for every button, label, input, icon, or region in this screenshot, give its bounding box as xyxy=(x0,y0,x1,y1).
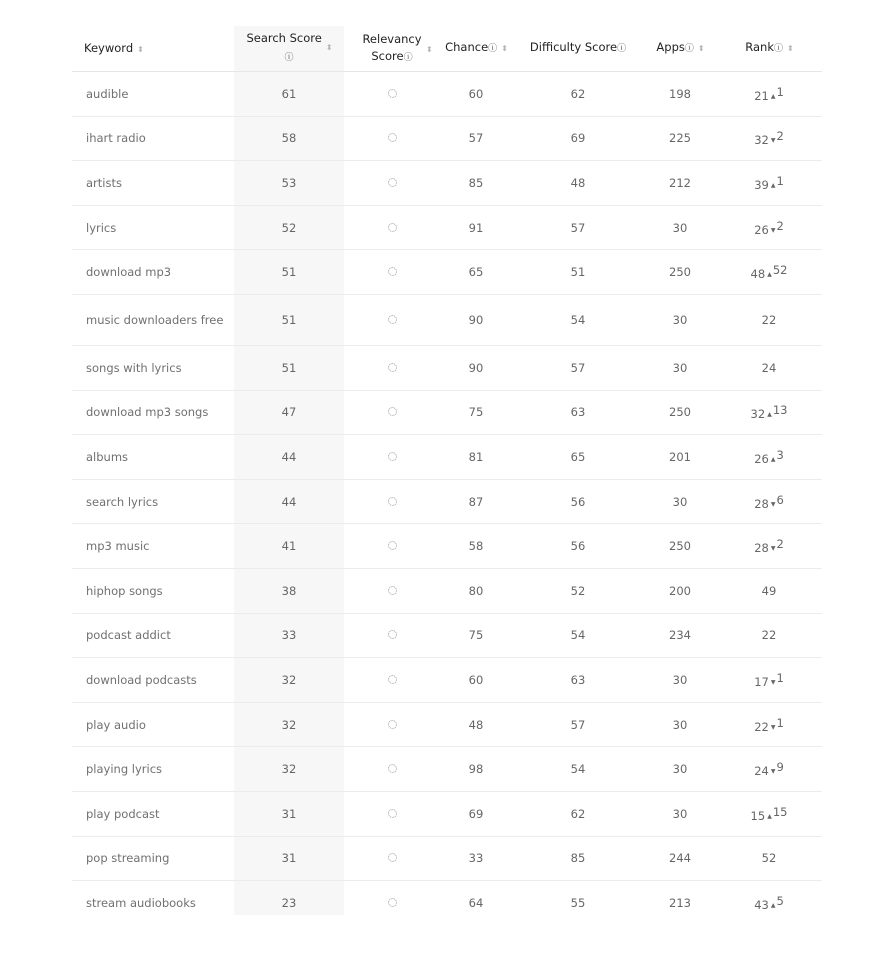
sort-arrows-icon[interactable]: ⬍ xyxy=(501,44,507,53)
difficulty-score-cell: 62 xyxy=(512,791,644,836)
rank-change-value: 1 xyxy=(776,173,784,188)
keyword-cell[interactable] xyxy=(72,524,234,569)
rank-change-value: 2 xyxy=(776,537,784,552)
rank-cell xyxy=(716,747,822,792)
loading-spinner-icon xyxy=(388,898,397,907)
rank-value: 28 xyxy=(754,496,769,511)
chance-cell: 90 xyxy=(440,294,512,345)
table-row[interactable] xyxy=(72,524,822,569)
apps-cell: 250 xyxy=(644,250,716,295)
keyword-cell[interactable] xyxy=(72,613,234,658)
difficulty-score-cell: 54 xyxy=(512,747,644,792)
rank-change-arrow-icon: ▲ xyxy=(770,92,776,100)
column-header-chance[interactable] xyxy=(426,26,512,72)
table-row[interactable] xyxy=(72,747,822,792)
keyword-table xyxy=(72,26,822,925)
column-header-keyword[interactable] xyxy=(72,26,234,72)
search-score-cell: 32 xyxy=(234,747,344,792)
apps-cell: 212 xyxy=(644,161,716,206)
rank-change-value: 1 xyxy=(776,670,784,685)
search-score-cell: 51 xyxy=(234,294,344,345)
search-score-cell: 51 xyxy=(234,250,344,295)
keyword-text: albums xyxy=(86,449,129,464)
sort-arrows-icon[interactable]: ⬍ xyxy=(137,44,143,54)
relevancy-score-cell xyxy=(344,205,440,250)
search-score-cell: 31 xyxy=(234,836,344,881)
apps-cell: 201 xyxy=(644,435,716,480)
rank-change-value: 9 xyxy=(776,760,784,775)
keyword-cell[interactable] xyxy=(72,658,234,703)
search-score-cell: 31 xyxy=(234,791,344,836)
apps-cell: 30 xyxy=(644,479,716,524)
loading-spinner-icon xyxy=(388,809,397,818)
rank-cell xyxy=(716,881,822,925)
chance-cell: 75 xyxy=(440,613,512,658)
rank-cell xyxy=(716,345,822,390)
loading-spinner-icon xyxy=(388,89,397,98)
question-circle-icon[interactable]: ⓘ xyxy=(684,44,694,54)
keyword-cell[interactable] xyxy=(72,116,234,161)
rank-value: 32 xyxy=(754,133,769,148)
keyword-text: mp3 music xyxy=(86,539,150,554)
rank-change-arrow-icon: ▼ xyxy=(770,545,776,553)
difficulty-score-cell: 57 xyxy=(512,702,644,747)
relevancy-score-cell xyxy=(344,72,440,117)
keyword-cell[interactable] xyxy=(72,791,234,836)
keyword-cell[interactable] xyxy=(72,72,234,117)
difficulty-score-cell: 48 xyxy=(512,161,644,206)
apps-cell: 30 xyxy=(644,345,716,390)
loading-spinner-icon xyxy=(388,764,397,773)
difficulty-score-cell: 56 xyxy=(512,479,644,524)
rank-value: 39 xyxy=(754,177,769,192)
rank-cell xyxy=(716,72,822,117)
difficulty-score-cell: 85 xyxy=(512,836,644,881)
rank-change-value: 15 xyxy=(772,804,788,819)
relevancy-score-cell xyxy=(344,294,440,345)
chance-cell: 58 xyxy=(440,524,512,569)
chance-cell: 81 xyxy=(440,435,512,480)
search-score-cell: 51 xyxy=(234,345,344,390)
rank-change-arrow-icon: ▲ xyxy=(767,411,772,419)
rank-cell xyxy=(716,161,822,206)
table-row[interactable] xyxy=(72,294,822,345)
difficulty-score-cell: 54 xyxy=(512,294,644,345)
difficulty-score-cell: 51 xyxy=(512,250,644,295)
rank-value: 22 xyxy=(761,628,777,643)
rank-change-value: 2 xyxy=(776,129,784,144)
rank-change-arrow-icon: ▼ xyxy=(770,226,776,234)
keyword-table-container xyxy=(72,26,822,925)
question-circle-icon[interactable]: ⓘ xyxy=(774,44,784,54)
table-row[interactable] xyxy=(72,658,822,703)
search-score-cell: 52 xyxy=(234,205,344,250)
keyword-text: podcast addict xyxy=(86,628,171,643)
keyword-text: download podcasts xyxy=(86,672,197,687)
difficulty-score-cell: 52 xyxy=(512,568,644,613)
difficulty-score-cell: 65 xyxy=(512,435,644,480)
table-row[interactable] xyxy=(72,568,822,613)
loading-spinner-icon xyxy=(388,407,397,416)
rank-change-value: 2 xyxy=(776,218,784,233)
relevancy-score-cell xyxy=(344,524,440,569)
chance-cell: 33 xyxy=(440,836,512,881)
relevancy-score-cell xyxy=(344,613,440,658)
sort-arrows-icon[interactable]: ⬍ xyxy=(426,45,432,54)
loading-spinner-icon xyxy=(388,315,397,324)
chance-cell: 87 xyxy=(440,479,512,524)
keyword-text: pop streaming xyxy=(86,851,170,866)
apps-cell: 213 xyxy=(669,895,691,910)
rank-cell xyxy=(716,116,822,161)
question-circle-icon[interactable]: ⓘ xyxy=(403,52,413,63)
search-score-cell: 58 xyxy=(234,116,344,161)
loading-spinner-icon xyxy=(388,178,397,187)
keyword-cell[interactable] xyxy=(72,390,234,435)
chance-cell: 69 xyxy=(440,791,512,836)
apps-cell: 198 xyxy=(644,72,716,117)
rank-value: 15 xyxy=(750,808,766,823)
rank-cell xyxy=(716,524,822,569)
loading-spinner-icon xyxy=(388,223,397,232)
question-circle-icon[interactable]: ⓘ xyxy=(617,44,627,54)
difficulty-score-cell: 56 xyxy=(512,524,644,569)
keyword-text: artists xyxy=(86,175,122,190)
table-row[interactable] xyxy=(72,791,822,836)
rank-change-value: 1 xyxy=(776,84,784,99)
search-score-cell: 32 xyxy=(234,702,344,747)
table-row[interactable] xyxy=(72,479,822,524)
relevancy-score-cell xyxy=(344,435,440,480)
rank-change-arrow-icon: ▼ xyxy=(770,768,776,776)
table-row[interactable] xyxy=(72,836,822,881)
difficulty-score-cell: 57 xyxy=(512,345,644,390)
rank-cell xyxy=(716,390,822,435)
difficulty-score-cell: 54 xyxy=(512,613,644,658)
column-header-apps[interactable] xyxy=(644,26,716,72)
chance-cell: 60 xyxy=(440,658,512,703)
rank-cell xyxy=(716,479,822,524)
search-score-cell: 41 xyxy=(234,524,344,569)
difficulty-score-cell: 62 xyxy=(512,72,644,117)
loading-spinner-icon xyxy=(388,452,397,461)
column-header-label: Keyword xyxy=(84,40,134,55)
apps-cell: 250 xyxy=(644,524,716,569)
keyword-cell[interactable] xyxy=(72,479,234,524)
chance-cell: 98 xyxy=(440,747,512,792)
rank-value: 17 xyxy=(754,674,769,689)
rank-change-arrow-icon: ▲ xyxy=(767,812,772,820)
chance-cell: 75 xyxy=(440,390,512,435)
rank-cell xyxy=(716,294,822,345)
rank-value: 43 xyxy=(754,897,769,912)
keyword-text: ihart radio xyxy=(86,131,146,146)
table-row[interactable] xyxy=(72,390,822,435)
table-row[interactable] xyxy=(72,250,822,295)
apps-cell: 30 xyxy=(644,294,716,345)
chance-cell: 60 xyxy=(440,72,512,117)
search-score-cell: 33 xyxy=(234,613,344,658)
keyword-cell[interactable] xyxy=(72,345,234,390)
keyword-cell[interactable] xyxy=(72,836,234,881)
table-row[interactable] xyxy=(72,345,822,390)
column-header-label: Rank xyxy=(745,40,774,54)
rank-value: 22 xyxy=(754,719,769,734)
rank-cell xyxy=(716,702,822,747)
chance-cell: 48 xyxy=(440,702,512,747)
rank-value: 28 xyxy=(754,541,769,556)
relevancy-score-cell xyxy=(344,161,440,206)
rank-change-arrow-icon: ▲ xyxy=(770,455,776,463)
keyword-text: stream audiobooks xyxy=(86,895,196,910)
column-header-label: Search Score xyxy=(246,31,322,45)
keyword-cell[interactable] xyxy=(72,435,234,480)
loading-spinner-icon xyxy=(388,363,397,372)
question-circle-icon[interactable]: ⓘ xyxy=(488,44,498,54)
relevancy-score-cell xyxy=(344,791,440,836)
rank-change-value: 1 xyxy=(776,715,784,730)
table-row[interactable] xyxy=(72,613,822,658)
apps-cell: 244 xyxy=(644,836,716,881)
search-score-cell: 44 xyxy=(234,479,344,524)
chance-cell: 91 xyxy=(440,205,512,250)
relevancy-score-cell xyxy=(344,881,440,925)
column-header-difficulty-score[interactable] xyxy=(512,26,644,72)
rank-value: 52 xyxy=(761,851,777,866)
rank-value: 24 xyxy=(754,764,769,779)
rank-value: 26 xyxy=(754,222,769,237)
relevancy-score-cell xyxy=(344,390,440,435)
table-header-row xyxy=(72,26,822,72)
keyword-text: playing lyrics xyxy=(86,762,163,777)
keyword-cell[interactable] xyxy=(72,250,234,295)
apps-cell: 30 xyxy=(644,747,716,792)
search-score-cell: 38 xyxy=(234,568,344,613)
rank-change-arrow-icon: ▲ xyxy=(770,901,776,909)
keyword-cell[interactable] xyxy=(72,747,234,792)
rank-cell xyxy=(716,791,822,836)
loading-spinner-icon xyxy=(388,630,397,639)
table-row[interactable] xyxy=(72,116,822,161)
apps-cell: 30 xyxy=(644,702,716,747)
column-header-search-score[interactable] xyxy=(234,26,344,72)
rank-cell xyxy=(716,250,822,295)
search-score-cell: 23 xyxy=(281,895,297,910)
rank-change-arrow-icon: ▲ xyxy=(767,271,772,279)
loading-spinner-icon xyxy=(388,720,397,729)
keyword-cell[interactable] xyxy=(72,568,234,613)
rank-change-value: 3 xyxy=(776,447,784,462)
rank-cell xyxy=(716,658,822,703)
keyword-cell[interactable] xyxy=(72,881,234,925)
rank-cell xyxy=(716,836,822,881)
search-score-cell: 53 xyxy=(234,161,344,206)
keyword-cell[interactable] xyxy=(72,205,234,250)
relevancy-score-cell xyxy=(344,568,440,613)
rank-value: 49 xyxy=(761,583,777,598)
search-score-cell: 32 xyxy=(234,658,344,703)
apps-cell: 200 xyxy=(644,568,716,613)
keyword-text: hiphop songs xyxy=(86,583,163,598)
table-row[interactable] xyxy=(72,702,822,747)
table-row[interactable] xyxy=(72,205,822,250)
chance-cell: 80 xyxy=(440,568,512,613)
apps-cell: 250 xyxy=(644,390,716,435)
rank-value: 22 xyxy=(761,312,777,327)
rank-value: 26 xyxy=(754,451,769,466)
rank-change-arrow-icon: ▼ xyxy=(770,723,776,731)
rank-change-value: 6 xyxy=(776,492,784,507)
keyword-text: audible xyxy=(86,86,129,101)
rank-change-value: 13 xyxy=(772,403,788,418)
loading-spinner-icon xyxy=(388,541,397,550)
apps-cell: 234 xyxy=(644,613,716,658)
difficulty-score-cell: 55 xyxy=(570,895,586,910)
loading-spinner-icon xyxy=(388,586,397,595)
column-header-rank[interactable] xyxy=(716,26,822,72)
difficulty-score-cell: 63 xyxy=(512,658,644,703)
rank-change-arrow-icon: ▼ xyxy=(770,678,776,686)
keyword-text: play audio xyxy=(86,717,146,732)
table-row[interactable] xyxy=(72,881,822,925)
rank-change-arrow-icon: ▲ xyxy=(770,181,776,189)
question-circle-icon[interactable]: ⓘ xyxy=(284,53,294,63)
keyword-text: download mp3 songs xyxy=(86,405,209,420)
rank-cell xyxy=(716,205,822,250)
rank-change-arrow-icon: ▼ xyxy=(770,137,776,145)
chance-cell: 90 xyxy=(440,345,512,390)
chance-cell: 64 xyxy=(468,895,484,910)
keyword-text: search lyrics xyxy=(86,494,159,509)
difficulty-score-cell: 69 xyxy=(512,116,644,161)
table-row[interactable] xyxy=(72,435,822,480)
rank-value: 48 xyxy=(750,267,766,282)
chance-cell: 57 xyxy=(440,116,512,161)
table-row[interactable] xyxy=(72,72,822,117)
search-score-cell: 44 xyxy=(234,435,344,480)
rank-value: 32 xyxy=(750,407,766,422)
keyword-cell[interactable] xyxy=(72,294,234,345)
relevancy-score-cell xyxy=(344,836,440,881)
keyword-text: play podcast xyxy=(86,806,160,821)
relevancy-score-cell xyxy=(344,702,440,747)
sort-arrows-icon[interactable]: ⬍ xyxy=(697,44,704,53)
rank-change-arrow-icon: ▼ xyxy=(770,500,776,508)
apps-cell: 225 xyxy=(644,116,716,161)
apps-cell: 30 xyxy=(644,205,716,250)
apps-cell: 30 xyxy=(644,791,716,836)
chance-cell: 65 xyxy=(440,250,512,295)
column-header-label: Difficulty Score xyxy=(529,40,618,54)
relevancy-score-cell xyxy=(344,479,440,524)
relevancy-score-cell xyxy=(344,658,440,703)
keyword-cell[interactable] xyxy=(72,161,234,206)
column-header-label: Chance xyxy=(445,40,489,54)
keyword-text: songs with lyrics xyxy=(86,360,182,375)
rank-value: 24 xyxy=(761,360,777,375)
loading-spinner-icon xyxy=(388,497,397,506)
difficulty-score-cell: 63 xyxy=(512,390,644,435)
search-score-cell: 47 xyxy=(234,390,344,435)
relevancy-score-cell xyxy=(344,747,440,792)
loading-spinner-icon xyxy=(388,853,397,862)
column-header-label: Relevancy Score xyxy=(362,31,422,63)
apps-cell: 30 xyxy=(644,658,716,703)
rank-cell xyxy=(716,613,822,658)
keyword-text: lyrics xyxy=(86,220,117,235)
rank-cell xyxy=(716,435,822,480)
keyword-text: music downloaders free xyxy=(86,312,224,327)
chance-cell: 85 xyxy=(440,161,512,206)
loading-spinner-icon xyxy=(388,133,397,142)
rank-cell xyxy=(716,568,822,613)
rank-change-value: 5 xyxy=(776,893,784,908)
column-header-label: Apps xyxy=(656,40,685,54)
relevancy-score-cell xyxy=(344,116,440,161)
relevancy-score-cell xyxy=(344,250,440,295)
relevancy-score-cell xyxy=(344,345,440,390)
sort-arrows-icon[interactable]: ⬍ xyxy=(787,44,793,53)
loading-spinner-icon xyxy=(388,267,397,276)
loading-spinner-icon xyxy=(388,675,397,684)
rank-change-value: 52 xyxy=(772,263,788,278)
search-score-cell: 61 xyxy=(234,72,344,117)
keyword-text: download mp3 xyxy=(86,265,172,280)
table-row[interactable] xyxy=(72,161,822,206)
rank-value: 21 xyxy=(754,88,769,103)
difficulty-score-cell: 57 xyxy=(512,205,644,250)
sort-arrows-icon[interactable]: ⬍ xyxy=(325,43,332,52)
keyword-cell[interactable] xyxy=(72,702,234,747)
